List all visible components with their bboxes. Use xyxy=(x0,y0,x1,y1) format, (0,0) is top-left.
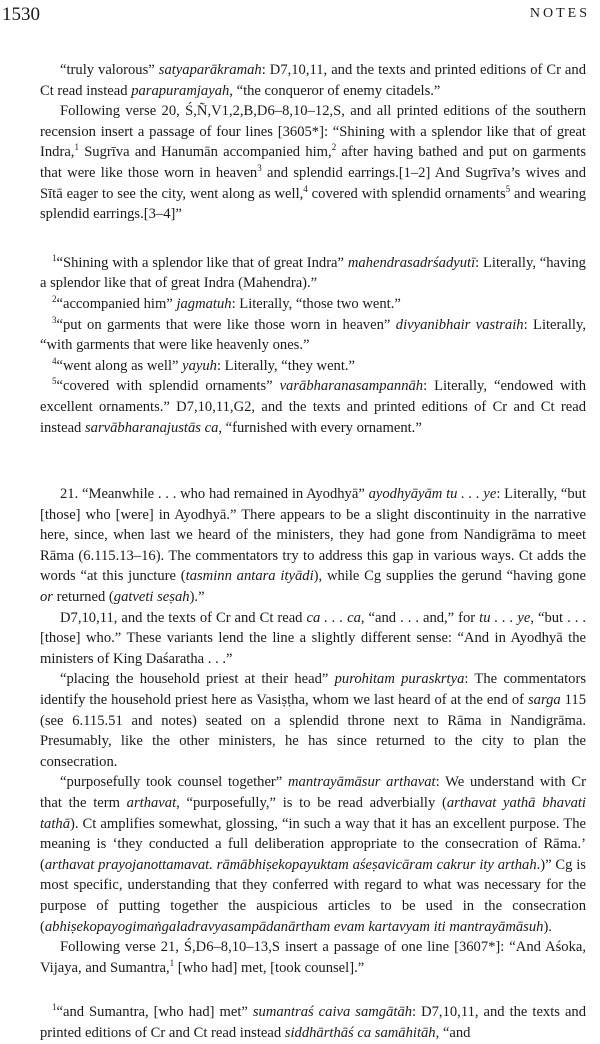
text-run: [who had] met, [took counsel].” xyxy=(174,959,365,976)
text-run: Following verse 21, Ś,D6–8,10–13,S insert a passage of one line [3607*]: “And Aśoka, Vijaya, and Sumantra, xyxy=(40,939,586,976)
sanskrit-term: yayuh xyxy=(182,357,217,374)
text-run: 115 (see 6.115.51 and notes) seated on a splendid throne next to Rāma in Nandigrāma. Presumably, like the other ministers, he has since returned to the city to plan the consecration. xyxy=(40,692,586,770)
footnote xyxy=(40,315,586,356)
footnote-marker: 4 xyxy=(303,183,308,194)
text-run: after having bathed and put on garments that were like those worn in heaven xyxy=(40,144,587,181)
paragraph xyxy=(40,60,586,101)
text-run: , “the conqueror of enemy citadels.” xyxy=(229,82,441,99)
paragraph xyxy=(40,484,586,608)
text-run: : Literally, “endowed with excellent ornaments.” D7,10,11,G2, and the texts and printed editions of Cr and Ct read instead xyxy=(40,378,586,436)
text-run: : The commentators identify the household priest here as Vasiṣṭha, whom we last heard of at the end of xyxy=(40,671,586,709)
sanskrit-term: mantrayāmāsur arthavat xyxy=(288,774,436,791)
footnote-marker: 1 xyxy=(52,252,57,263)
sanskrit-term: siddhārthāś ca samāhitāh xyxy=(284,1024,436,1041)
paragraph xyxy=(40,772,586,937)
text-run: ), while Cg supplies the gerund “having gone xyxy=(313,568,586,585)
sanskrit-term: arthavat yathā bhavati tathā xyxy=(40,795,586,832)
sanskrit-term: parapuramjayah xyxy=(131,82,230,99)
paragraph xyxy=(40,937,586,978)
text-run: : Literally, “but [those] who [were] in Ayodhyā.” There appears to be a slight discontinuity in the narrative here, since, when last we heard of the ministers, they had gone from Nandigrāma to meet Rāma (6.115.13–16). The commentators try to address this gap in various ways. Ct adds the words “at this juncture ( xyxy=(40,486,586,585)
text-run: and wearing splendid earrings.[3–4]” xyxy=(40,185,586,223)
sanskrit-term: abhiṣekopayogimaṅgaladravyasampādanārtham evam kartavyam iti mantrayāmāsuh xyxy=(44,918,544,935)
sanskrit-term: jagmatuh xyxy=(176,295,232,312)
footnote-marker: 2 xyxy=(52,294,57,305)
text-run: “accompanied him” xyxy=(56,295,177,312)
text-run: “put on garments that were like those worn in heaven” xyxy=(56,316,396,333)
sanskrit-term: tu . . . ye xyxy=(479,609,531,626)
page-number: 1530 xyxy=(2,4,40,25)
verse-20-commentary xyxy=(40,60,586,225)
text-run: returned ( xyxy=(52,589,114,606)
text-run: 21. “Meanwhile . . . who had remained in Ayodhyā” xyxy=(60,486,369,503)
text-run: , “and xyxy=(435,1024,471,1041)
sanskrit-term: arthavat prayojanottamavat. rāmābhiṣekopayuktam aśeṣavicāram cakrur ity arthah xyxy=(44,856,537,873)
footnote xyxy=(40,356,586,377)
footnote-marker: 2 xyxy=(331,142,337,153)
sanskrit-term: gatveti seṣah xyxy=(113,589,190,606)
footnote xyxy=(40,376,586,438)
text-run: “purposefully took counsel together” xyxy=(60,774,288,791)
text-run: : D7,10,11, and the texts and printed editions of Cr and Ct read instead xyxy=(40,1004,587,1041)
footnote-marker: 3 xyxy=(257,163,262,174)
sanskrit-term: divyanibhair vastraih xyxy=(395,316,524,333)
footnote-marker: 3 xyxy=(52,314,57,325)
paragraph xyxy=(40,608,586,670)
sanskrit-term: arthavat xyxy=(126,795,177,811)
text-run: “truly valorous” xyxy=(60,62,159,78)
footnotes-3607 xyxy=(40,1002,586,1043)
text-run: , “purposefully,” is to be read adverbially ( xyxy=(176,795,447,811)
sanskrit-term: sumantraś caiva samgātāh xyxy=(252,1004,413,1021)
body-text xyxy=(40,60,586,1044)
footnote xyxy=(40,294,586,315)
verse-21-commentary xyxy=(40,484,586,978)
text-run: .)” Cg is most specific, understanding that they conferred with regard to what was necessary for the purpose of putting together the auspicious articles to be used in the consecration ( xyxy=(40,856,586,935)
text-run: Sugrīva and Hanumān accompanied him, xyxy=(78,144,332,161)
text-run: “placing the household priest at their head” xyxy=(60,671,335,688)
text-run: : Literally, “having a splendor like that of great Indra (Mahendra).” xyxy=(40,254,586,292)
sanskrit-term: or xyxy=(40,589,53,606)
text-run: : Literally, “those two went.” xyxy=(231,295,401,312)
text-run: “covered with splendid ornaments” xyxy=(56,378,280,395)
footnote-marker: 5 xyxy=(52,376,57,387)
text-run: : We understand with Cr that the term xyxy=(40,774,586,811)
paragraph xyxy=(40,101,586,225)
sanskrit-term: mahendrasadrśadyutī xyxy=(347,254,476,271)
text-run: , “and . . . and,” for xyxy=(360,609,480,626)
sanskrit-term: sarga xyxy=(527,692,561,709)
paragraph xyxy=(40,669,586,772)
sanskrit-term: purohitam puraskrtya xyxy=(334,671,465,688)
footnote-marker: 1 xyxy=(52,1002,57,1013)
sanskrit-term: varābharanasampannāh xyxy=(279,378,424,395)
footnote xyxy=(40,1002,586,1043)
page-header xyxy=(0,4,600,34)
text-run: ). Ct amplifies somewhat, glossing, “in such a way that it has an excellent purpose. The meaning is ‘they conducted a full deliberation appropriate to the consecration of Rāma.’ ( xyxy=(40,815,586,873)
text-run: ).” xyxy=(189,589,205,606)
footnote xyxy=(40,253,586,294)
footnotes-3605 xyxy=(40,253,586,438)
footnote-marker: 1 xyxy=(169,957,175,968)
running-head: NOTES xyxy=(529,6,590,21)
sanskrit-term: tasminn antara ityādi xyxy=(185,568,314,585)
footnote-marker: 1 xyxy=(74,142,79,153)
footnote-marker: 4 xyxy=(52,355,57,366)
text-run: “Shining with a splendor like that of great Indra” xyxy=(56,254,348,271)
sanskrit-term: ca . . . ca xyxy=(306,609,361,626)
sanskrit-term: satyaparākramah xyxy=(158,62,262,78)
text-run: and splendid earrings.[1–2] And Sugrīva’s wives and Sītā eager to see the city, went along as well, xyxy=(40,164,587,202)
text-run: : D7,10,11, and the texts and printed editions of Cr and Ct read instead xyxy=(40,62,587,99)
text-run: ). xyxy=(543,918,552,935)
text-run: : Literally, “with garments that were like heavenly ones.” xyxy=(40,316,586,354)
text-run: : Literally, “they went.” xyxy=(216,357,356,374)
text-run: “and Sumantra, [who had] met” xyxy=(56,1004,253,1021)
text-run: “went along as well” xyxy=(56,357,183,374)
text-run: Following verse 20, Ś,Ñ,V1,2,B,D6–8,10–12,S, and all printed editions of the southern recension insert a passage of four lines [3605*]: “Shining with a splendor like that of great Indra, xyxy=(40,103,586,161)
text-run: covered with splendid ornaments xyxy=(307,185,506,202)
sanskrit-term: ayodhyāyām tu . . . ye xyxy=(368,486,497,503)
text-run: , “but . . . [those] who.” These variants lend the line a slightly different sense: “And in Ayodhyā the ministers of King Daśaratha . . .” xyxy=(40,609,586,667)
sanskrit-term: sarvābharanajustās ca xyxy=(85,419,219,436)
text-run: D7,10,11, and the texts of Cr and Ct read xyxy=(60,609,307,626)
text-run: , “furnished with every ornament.” xyxy=(218,419,422,436)
footnote-marker: 5 xyxy=(505,183,511,194)
